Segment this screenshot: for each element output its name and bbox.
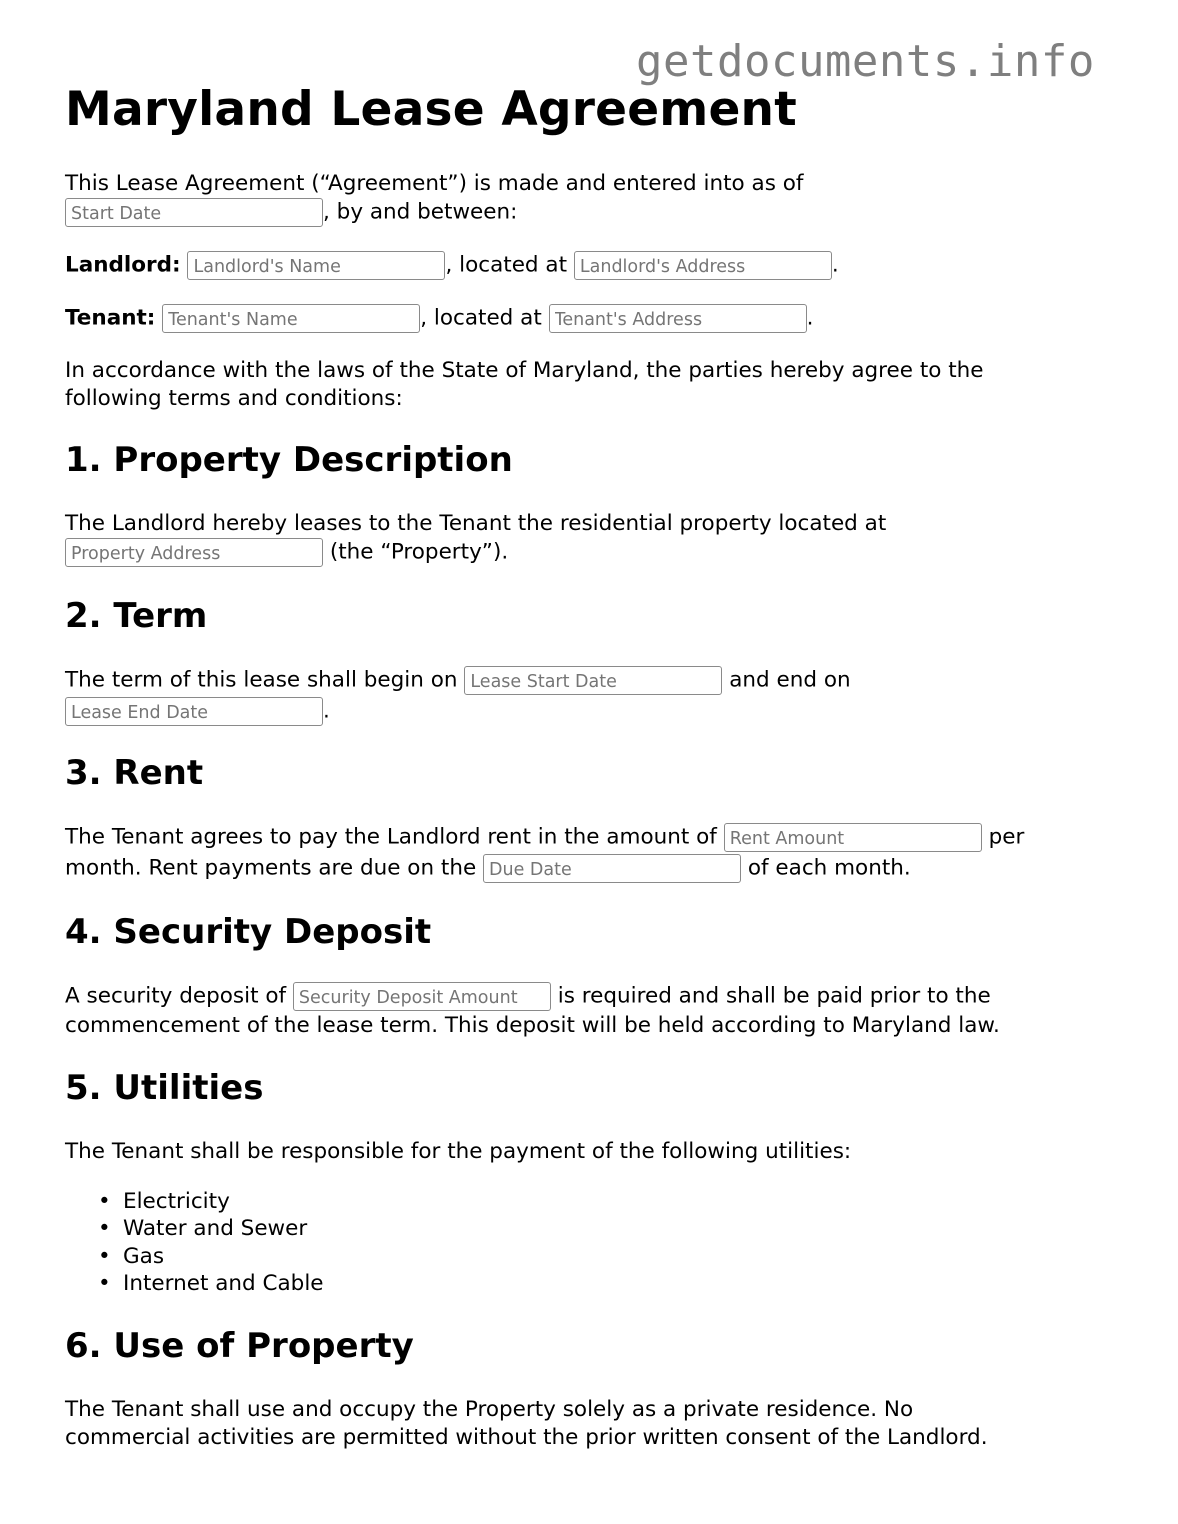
list-item: [65, 1270, 324, 1297]
term-begin-text: The term of this lease shall begin on: [65, 667, 458, 693]
rent-line-2: [65, 854, 911, 883]
tenant-located-at: , located at: [420, 305, 542, 331]
rent-amount-text: The Tenant agrees to pay the Landlord rent in the amount of: [65, 824, 717, 850]
intro-line-1: This Lease Agreement (“Agreement”) is made and entered into as of: [65, 171, 804, 196]
deposit-text-1: A security deposit of: [65, 983, 287, 1009]
bullet-icon: •: [98, 1270, 111, 1296]
rent-amount-field[interactable]: [724, 823, 982, 852]
security-deposit-amount-field[interactable]: [293, 982, 551, 1011]
bullet-icon: •: [98, 1216, 111, 1242]
utility-item-label: Electricity: [123, 1189, 230, 1214]
lease-end-date-field[interactable]: [65, 697, 323, 726]
use-line-2: commercial activities are permitted without the prior written consent of the Landlord.: [65, 1425, 988, 1450]
accordance-line-1: In accordance with the laws of the State of Maryland, the parties hereby agree to the: [65, 358, 984, 383]
term-line-1: [65, 666, 851, 695]
list-item: [65, 1215, 324, 1242]
landlord-address-field[interactable]: [574, 251, 832, 280]
page-title: Maryland Lease Agreement: [65, 82, 797, 137]
utilities-intro: The Tenant shall be responsible for the payment of the following utilities:: [65, 1139, 852, 1164]
start-date-field[interactable]: [65, 198, 323, 227]
bullet-icon: •: [98, 1243, 111, 1269]
term-end-text: and end on: [729, 667, 851, 693]
landlord-label: Landlord:: [65, 252, 181, 278]
section-heading-utilities: 5. Utilities: [65, 1068, 264, 1108]
watermark: getdocuments.info: [636, 36, 1095, 87]
property-line-1: The Landlord hereby leases to the Tenant the residential property located at: [65, 511, 887, 536]
utility-item-label: Water and Sewer: [123, 1216, 308, 1242]
section-heading-use: 6. Use of Property: [65, 1326, 414, 1366]
term-line-2: [65, 697, 330, 726]
tenant-name-field[interactable]: [162, 304, 420, 333]
property-address-field[interactable]: [65, 538, 323, 567]
rent-per-text: per: [988, 824, 1025, 850]
utility-item-label: Gas: [123, 1243, 165, 1269]
landlord-period: .: [831, 252, 839, 278]
tenant-label: Tenant:: [65, 305, 156, 331]
lease-start-date-field[interactable]: [464, 666, 722, 695]
utility-item-label: Internet and Cable: [123, 1270, 324, 1296]
utilities-list: [65, 1188, 324, 1297]
section-heading-rent: 3. Rent: [65, 753, 204, 793]
property-the-property: (the “Property”).: [329, 539, 509, 565]
list-item: [65, 1188, 324, 1215]
accordance-line-2: following terms and conditions:: [65, 386, 403, 411]
deposit-line-2: commencement of the lease term. This deposit will be held according to Maryland law.: [65, 1013, 1000, 1038]
tenant-line: [65, 304, 813, 333]
landlord-name-field[interactable]: [187, 251, 445, 280]
section-heading-property: 1. Property Description: [65, 440, 513, 480]
term-period: .: [323, 698, 330, 724]
due-date-field[interactable]: [483, 854, 741, 883]
rent-line-1: [65, 823, 1024, 852]
tenant-period: .: [806, 305, 814, 331]
deposit-line-1: [65, 982, 991, 1011]
intro-by-and-between: , by and between:: [323, 199, 518, 225]
use-line-1: The Tenant shall use and occupy the Property solely as a private residence. No: [65, 1397, 914, 1422]
tenant-address-field[interactable]: [549, 304, 807, 333]
bullet-icon: •: [98, 1189, 111, 1214]
section-heading-term: 2. Term: [65, 596, 208, 636]
property-line-2: [65, 538, 508, 567]
landlord-located-at: , located at: [445, 252, 568, 278]
rent-due-text: month. Rent payments are due on the: [65, 855, 477, 881]
rent-each-month-text: of each month.: [747, 855, 911, 881]
section-heading-deposit: 4. Security Deposit: [65, 912, 432, 952]
intro-line-2: [65, 198, 517, 227]
landlord-line: [65, 251, 839, 280]
list-item: [65, 1243, 324, 1270]
deposit-text-2: is required and shall be paid prior to the: [557, 983, 991, 1009]
